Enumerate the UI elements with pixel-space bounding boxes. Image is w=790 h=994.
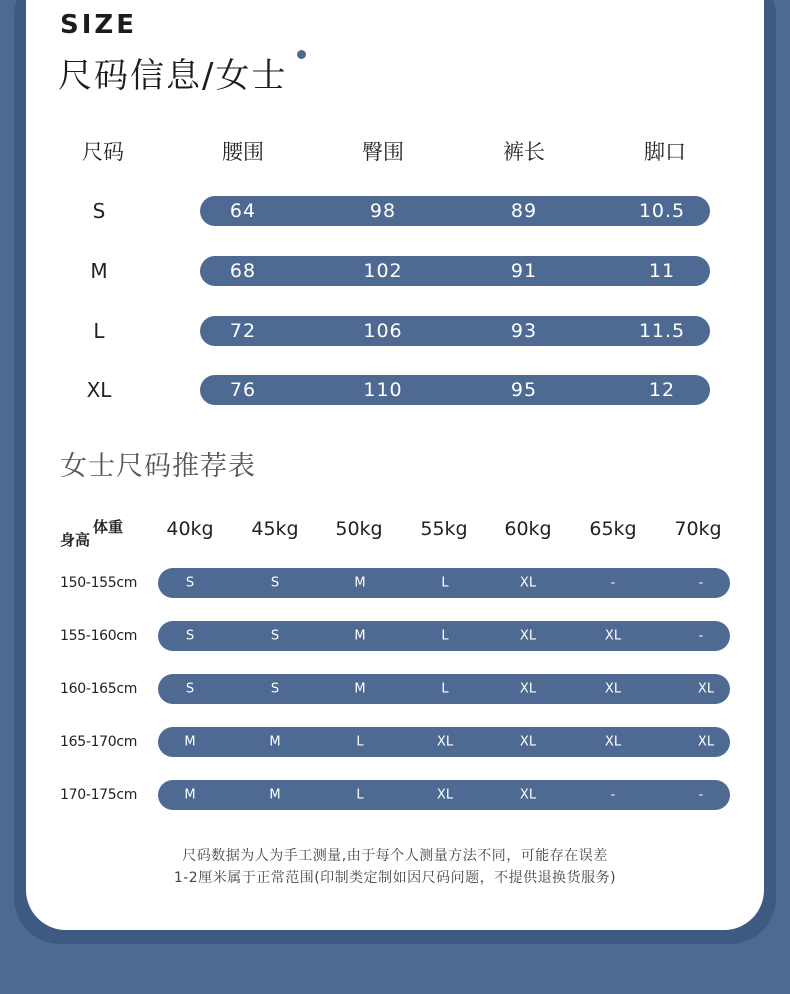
note-line-1: 尺码数据为人为手工测量,由于每个人测量方法不同，可能存在误差: [182, 848, 608, 864]
size-value: 91: [510, 260, 538, 282]
size-value: 12: [648, 379, 676, 401]
recommend-size: S: [270, 575, 280, 591]
page-title: 尺码信息/女士: [58, 56, 288, 96]
recommend-row-bar: [158, 674, 730, 704]
size-value: 10.5: [638, 200, 686, 222]
weight-header: 体重: [93, 518, 124, 536]
recommend-size: S: [185, 681, 195, 697]
recommend-size: XL: [436, 734, 454, 750]
recommend-size: -: [698, 575, 704, 591]
recommend-size: -: [610, 787, 616, 803]
recommend-size: L: [441, 681, 449, 697]
recommend-size: L: [356, 734, 364, 750]
recommend-size: XL: [519, 734, 537, 750]
size-value: 72: [229, 320, 257, 342]
size-label: M: [90, 259, 108, 283]
size-heading: SIZE: [60, 10, 138, 40]
size-row-bar: [200, 375, 710, 405]
size-value: 110: [363, 379, 403, 401]
weight-col-head: 65kg: [589, 518, 637, 540]
height-label: 150-155cm: [60, 575, 138, 591]
height-label: 160-165cm: [60, 681, 138, 697]
recommend-size: XL: [604, 628, 622, 644]
height-header: 身高: [60, 531, 91, 549]
height-label: 170-175cm: [60, 787, 138, 803]
recommend-size: M: [269, 734, 281, 750]
size-value: 93: [510, 320, 538, 342]
size-row-bar: [200, 256, 710, 286]
size-value: 89: [510, 200, 538, 222]
recommend-size: XL: [519, 787, 537, 803]
weight-col-head: 70kg: [674, 518, 722, 540]
recommend-size: L: [441, 575, 449, 591]
weight-col-head: 45kg: [251, 518, 299, 540]
recommend-row-bar: [158, 727, 730, 757]
recommend-size: -: [610, 575, 616, 591]
height-label: 165-170cm: [60, 734, 138, 750]
recommend-size: XL: [519, 681, 537, 697]
recommend-size: S: [185, 575, 195, 591]
recommend-size: S: [270, 681, 280, 697]
recommend-title: 女士尺码推荐表: [60, 451, 256, 482]
recommend-row-bar: [158, 780, 730, 810]
recommend-size: XL: [519, 628, 537, 644]
recommend-size: M: [184, 734, 196, 750]
size-label: L: [93, 319, 105, 343]
size-value: 102: [363, 260, 403, 282]
recommend-size: S: [185, 628, 195, 644]
size-row-bar: [200, 196, 710, 226]
size-value: 64: [229, 200, 257, 222]
recommend-size: S: [270, 628, 280, 644]
recommend-size: M: [354, 575, 366, 591]
size-value: 76: [229, 379, 257, 401]
size-value: 11: [648, 260, 676, 282]
recommend-size: M: [184, 787, 196, 803]
col-head-hip: 臀围: [362, 140, 404, 164]
recommend-row-bar: [158, 621, 730, 651]
weight-col-head: 50kg: [335, 518, 383, 540]
recommend-size: XL: [697, 734, 715, 750]
height-label: 155-160cm: [60, 628, 138, 644]
col-head-length: 裤长: [503, 140, 545, 164]
recommend-size: XL: [436, 787, 454, 803]
weight-col-head: 55kg: [420, 518, 468, 540]
size-value: 95: [510, 379, 538, 401]
recommend-size: M: [269, 787, 281, 803]
col-head-size: 尺码: [82, 140, 124, 164]
recommend-size: XL: [519, 575, 537, 591]
recommend-size: XL: [604, 734, 622, 750]
size-row-bar: [200, 316, 710, 346]
note-line-2: 1-2厘米属于正常范围(印制类定制如因尺码问题，不提供退换货服务): [173, 870, 617, 886]
recommend-size: L: [356, 787, 364, 803]
weight-col-head: 40kg: [166, 518, 214, 540]
col-head-waist: 腰围: [222, 140, 264, 164]
col-head-hem: 脚口: [644, 140, 686, 164]
recommend-size: -: [698, 628, 704, 644]
recommend-size: -: [698, 787, 704, 803]
size-value: 98: [369, 200, 397, 222]
recommend-size: M: [354, 628, 366, 644]
recommend-size: XL: [697, 681, 715, 697]
recommend-size: M: [354, 681, 366, 697]
size-value: 11.5: [638, 320, 686, 342]
recommend-size: XL: [604, 681, 622, 697]
size-value: 106: [363, 320, 403, 342]
size-label: S: [92, 199, 106, 223]
recommend-row-bar: [158, 568, 730, 598]
weight-col-head: 60kg: [504, 518, 552, 540]
title-dot-icon: [297, 50, 306, 59]
size-value: 68: [229, 260, 257, 282]
size-label: XL: [86, 378, 112, 402]
recommend-size: L: [441, 628, 449, 644]
